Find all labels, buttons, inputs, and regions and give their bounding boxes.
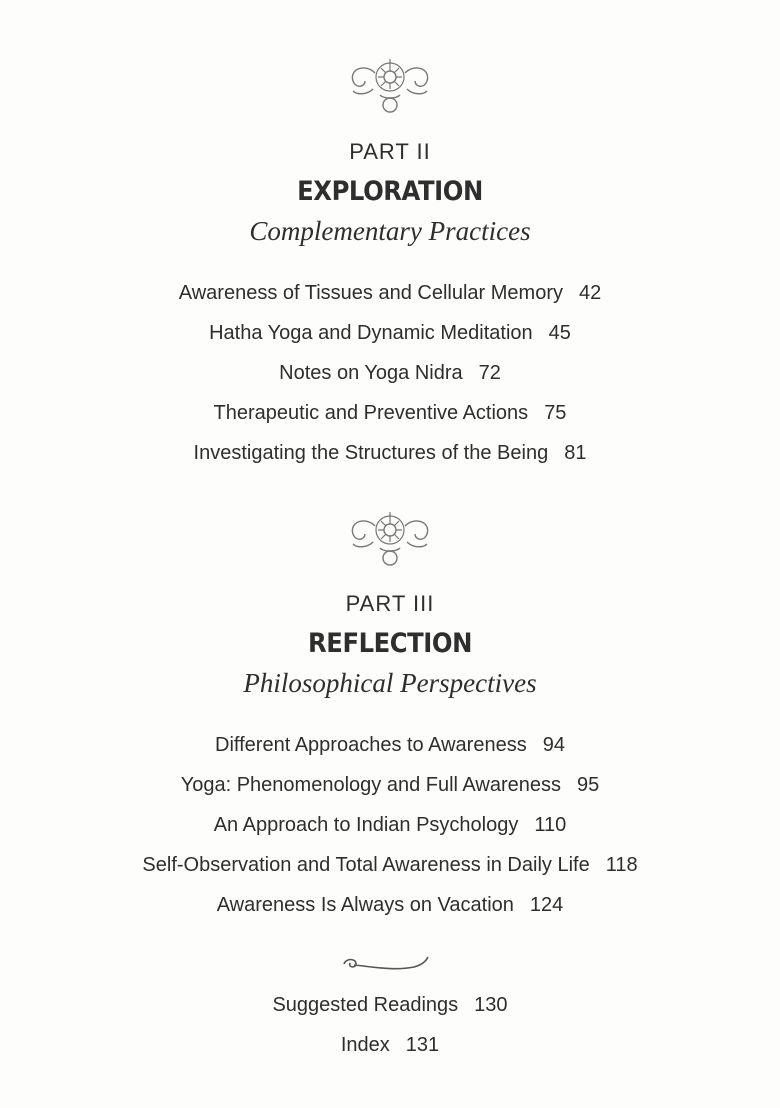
- entry-page: 124: [529, 894, 564, 916]
- toc-entry[interactable]: [0, 894, 780, 917]
- part-title: REFLECTION: [308, 628, 472, 659]
- part-label: PART II: [349, 139, 431, 164]
- entry-page: 81: [564, 442, 587, 464]
- entry-page: 75: [544, 402, 567, 424]
- toc-entry[interactable]: [0, 362, 780, 385]
- toc-entry[interactable]: [0, 994, 780, 1017]
- entry-title: Awareness of Tissues and Cellular Memory: [178, 282, 563, 304]
- toc-entry[interactable]: [0, 774, 780, 797]
- entry-title: Notes on Yoga Nidra: [279, 362, 463, 384]
- entry-page: 72: [478, 362, 501, 384]
- toc-entry[interactable]: [0, 854, 780, 877]
- entry-page: 95: [577, 774, 600, 796]
- entry-page: 94: [542, 734, 565, 756]
- entry-title: Index: [340, 1034, 390, 1056]
- toc-entry[interactable]: [0, 1034, 780, 1057]
- part-subtitle: Complementary Practices: [249, 216, 531, 246]
- entry-title: Awareness Is Always on Vacation: [216, 894, 514, 916]
- entry-title: An Approach to Indian Psychology: [213, 814, 519, 836]
- entry-title: Hatha Yoga and Dynamic Meditation: [209, 322, 533, 344]
- part-title: EXPLORATION: [297, 176, 483, 207]
- entry-title: Therapeutic and Preventive Actions: [213, 402, 529, 424]
- entry-title: Different Approaches to Awareness: [215, 734, 527, 756]
- entry-page: 131: [405, 1034, 440, 1056]
- entry-title: Investigating the Structures of the Being: [193, 442, 549, 464]
- entry-title: Suggested Readings: [272, 994, 459, 1016]
- floral-ornament-icon: [345, 55, 435, 117]
- toc-entry[interactable]: [0, 402, 780, 425]
- floral-ornament-icon: [345, 508, 435, 570]
- entry-page: 42: [579, 282, 602, 304]
- entry-title: Self-Observation and Total Awareness in Daily Life: [142, 854, 590, 876]
- toc-entry[interactable]: [0, 442, 780, 465]
- entry-page: 130: [474, 994, 508, 1016]
- toc-entry[interactable]: [0, 734, 780, 757]
- entry-page: 45: [548, 322, 571, 344]
- entry-page: 110: [534, 814, 567, 836]
- part-label: PART III: [345, 591, 435, 616]
- toc-entry[interactable]: [0, 322, 780, 345]
- entry-title: Yoga: Phenomenology and Full Awareness: [180, 774, 562, 796]
- swash-divider-icon: [340, 954, 432, 972]
- part-subtitle: Philosophical Perspectives: [243, 668, 537, 698]
- entry-page: 118: [605, 854, 638, 876]
- toc-entry[interactable]: [0, 282, 780, 305]
- toc-entry[interactable]: [0, 814, 780, 837]
